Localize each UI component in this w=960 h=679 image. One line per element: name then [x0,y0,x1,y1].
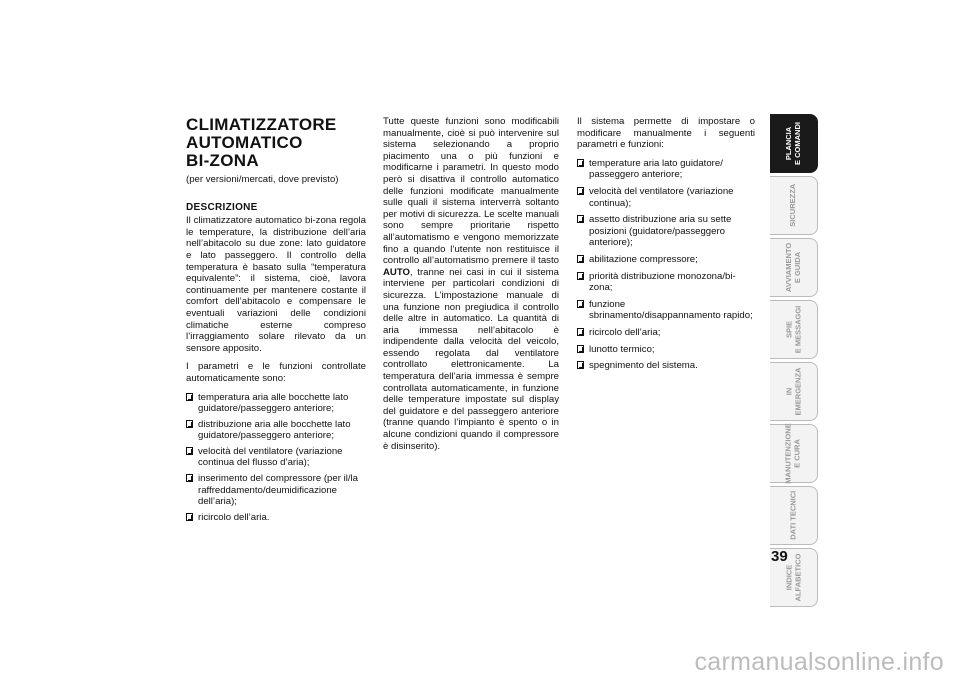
checkbox-bullet-icon [577,345,584,353]
page-title [186,116,366,170]
tab-spie-e-messaggi[interactable] [770,300,818,359]
checkbox-bullet-icon [577,361,584,369]
paragraph: I parametri e le funzioni controllate automaticamente sono: [186,361,366,384]
list-item-text: inserimento del compressore (per il/la raffreddamento/deumidificazione dell’aria); [198,473,358,508]
list-item-text: velocità del ventilatore (variazione continua del flusso d’aria); [198,445,343,469]
list-item-text: assetto distribuzione aria su sette posizioni (guidatore/passeggero anteriore); [589,214,732,249]
tab-plancia-e-comandi[interactable] [770,114,818,173]
text-after: , tranne nei casi in cui il sistema interviene per particolari condizioni di sicurezza. L’impostazione manuale di una funzione non pregiudica il controllo delle altre in automatico. La quantità di aria immessa nell’abitacolo è indipendente dalla velocità del veicolo, essendo regolata dal ventilatore controllato elettronicamente. La temperatura dell’aria immessa è sempre controllata automaticamente, in funzione delle temperature impostate sul display del guidatore e del passeggero anteriore (tranne quando l’impianto è spento o in alcune condizioni quando il compressore è disinserito). [383,266,559,452]
list-item [577,344,755,356]
title-line: CLIMATIZZATORE [186,115,337,134]
checkbox-bullet-icon [577,215,584,223]
list-item [186,446,366,469]
tab-label: PLANCIA E COMANDI [783,122,802,165]
tab-label: SICUREZZA [788,184,798,227]
tab-label: IN EMERGENZA [784,367,802,416]
tab-label: AVVIAMENTO E GUIDA [784,242,802,293]
checkbox-bullet-icon [186,513,193,521]
tab-dati-tecnici[interactable] [770,486,818,545]
tab-label: MANUTENZIONE E CURA [784,423,802,484]
bullet-list [186,392,366,524]
watermark: carmanualsonline.info [694,648,944,676]
tab-in-emergenza[interactable] [770,362,818,421]
list-item [577,299,755,322]
checkbox-bullet-icon [577,272,584,280]
list-item [186,392,366,415]
section-heading: DESCRIZIONE [186,201,258,213]
tab-sicurezza[interactable] [770,176,818,235]
column-left [186,116,366,527]
list-item-text: funzione sbrinamento/disappannamento rapido; [589,298,753,322]
text-before: Tutte queste funzioni sono modificabili manualmente, cioè si può intervenire sul sistema selezionando a proprio piacimento una o più funzioni e modificarne i parametri. In questo modo però si disattiva il controllo automatico delle funzioni modificate manualmente sulle quali il sistema interverrà soltanto per motivi di sicurezza. Le scelte manuali sono sempre prioritarie rispetto all’automatismo e vengono memorizzate fino a quando l’utente non restituisce il controllo all’automatismo premere il tasto [383,116,559,267]
tab-avviamento-e-guida[interactable] [770,238,818,297]
list-item-text: priorità distribuzione monozona/bi-zona; [589,270,736,294]
list-item-text: ricircolo dell’aria; [589,326,661,338]
section-tabs [770,114,820,610]
title-line: AUTOMATICO [186,133,303,152]
title-line: BI-ZONA [186,151,259,170]
tab-label: INDICE ALFABETICO [784,553,802,602]
checkbox-bullet-icon [186,474,193,482]
column-right [577,116,755,377]
list-item [186,512,366,524]
list-item [577,271,755,294]
list-item [577,186,755,209]
list-item [577,214,755,249]
list-item-text: temperatura aria alle bocchette lato guidatore/passeggero anteriore; [198,391,349,415]
column-middle [383,116,559,459]
checkbox-bullet-icon [577,255,584,263]
list-item-text: lunotto termico; [589,343,655,355]
list-item [186,473,366,508]
subtitle: (per versioni/mercati, dove previsto) [186,174,339,185]
tab-manutenzione-e-cura[interactable] [770,424,818,483]
auto-key-label: AUTO [383,266,411,278]
tab-label: SPIE E MESSAGGI [784,305,802,354]
list-item [186,419,366,442]
list-item [577,158,755,181]
list-item-text: velocità del ventilatore (variazione continua); [589,185,734,209]
checkbox-bullet-icon [186,393,193,401]
checkbox-bullet-icon [577,187,584,195]
tab-label: DATI TECNICI [788,490,798,541]
list-item [577,327,755,339]
paragraph: Il climatizzatore automatico bi-zona regola le temperature, la distribuzione dell’aria nell’abitacolo su due zone: lato guidatore e lato passeggero. Il controllo della temperatura è basato sulla “temperatura equivalente”: il sistema, cioè, lavora continuamente per mantenere costante il comfort dell’abitacolo e compensare le eventuali variazioni delle condizioni climatiche esterne compreso l’irraggiamento solare rilevato da un sensore apposito. [186,215,366,354]
checkbox-bullet-icon [186,447,193,455]
checkbox-bullet-icon [186,420,193,428]
list-item-text: abilitazione compressore; [589,253,698,265]
page-number: 39 [771,548,788,565]
paragraph: Il sistema permette di impostare o modificare manualmente i seguenti parametri e funzioni: [577,116,755,151]
paragraph [383,116,559,452]
list-item-text: spegnimento del sistema. [589,360,698,372]
checkbox-bullet-icon [577,300,584,308]
list-item [577,360,755,372]
list-item-text: distribuzione aria alle bocchette lato guidatore/passeggero anteriore; [198,418,351,442]
bullet-list [577,158,755,372]
checkbox-bullet-icon [577,159,584,167]
list-item [577,254,755,266]
list-item-text: temperature aria lato guidatore/ passeggero anteriore; [589,157,723,181]
checkbox-bullet-icon [577,328,584,336]
list-item-text: ricircolo dell’aria. [198,511,270,523]
